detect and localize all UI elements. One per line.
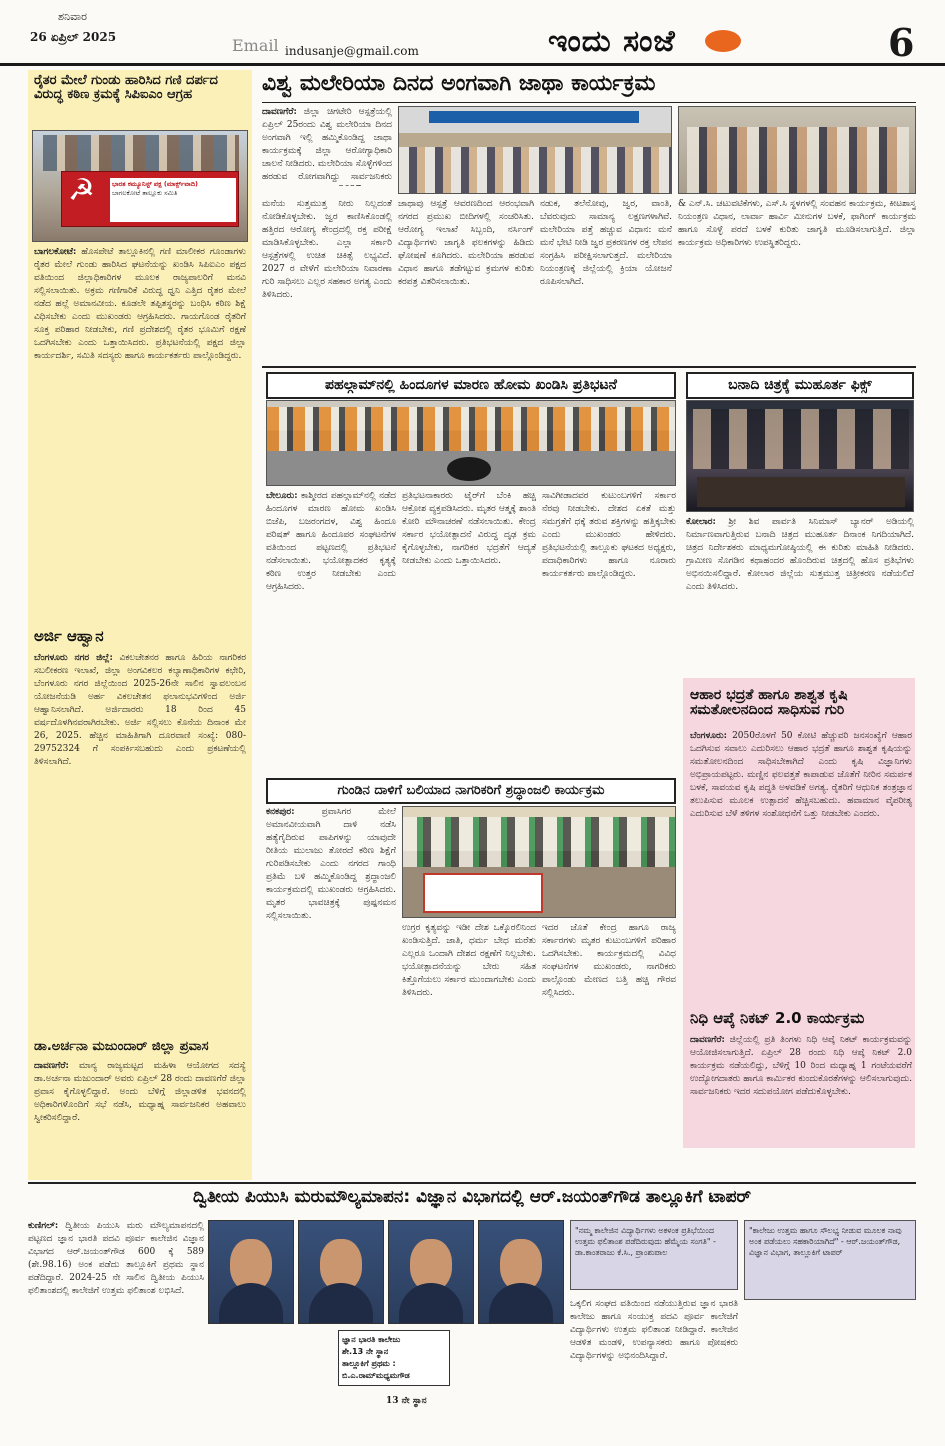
puc-headline: ದ್ವಿತೀಯ ಪಿಯುಸಿ ಮರುಮೌಲ್ಯಮಾಪನ: ವಿಜ್ಞಾನ ವಿಭಾಗದಲ್ಲಿ ಆರ್.ಜಯಂತ್‌ಗೌಡ ತಾಲ್ಲೂಕಿಗೆ ಟಾಪರ್ <box>192 1187 752 1207</box>
press-table <box>697 477 905 507</box>
gunda-col2: ಉಗ್ರರ ಕೃತ್ಯವನ್ನು ಇಡೀ ದೇಶ ಒಕ್ಕೊರಲಿನಿಂದ ಖಂಡಿಸುತ್ತಿದೆ. ಜಾತಿ, ಧರ್ಮ ಬೇಧ ಮರೆತು ಎಲ್ಲರೂ ಒಂದಾಗಿ ದೇಶದ ರಕ್ಷಣೆಗೆ ನಿಲ್ಲಬೇಕು. ಭಯೋತ್ಪಾದನೆಯನ್ನು ಬೇರು ಸಹಿತ ಕಿತ್ತೊಗೆಯಲು ಸರ್ಕಾರ ಮುಂದಾಗಬೇಕು ಎಂದು ತಿಳಿಸಿದರು. <box>402 923 536 998</box>
nidhi-body: ಜಿಲ್ಲೆಯಲ್ಲಿ ಪ್ರತಿ ತಿಂಗಳು ನಿಧಿ ಆಪ್ಕೆ ನಿಕಟ್ ಕಾರ್ಯಕ್ರಮವನ್ನು ಆಯೋಜಿಸಲಾಗುತ್ತಿದೆ. ಏಪ್ರಿಲ್ 28 ರಂದು ನಿಧಿ ಆಪ್ಕೆ ನಿಕಟ್ 2.0 ಕಾರ್ಯಕ್ರಮ ನಡೆಯಲಿದ್ದು, ಬೆಳಿಗ್ಗೆ 10 ರಿಂದ ಮಧ್ಯಾಹ್ನ 1 ಗಂಟೆಯವರೆಗೆ ಉದ್ಯೋಗದಾತರು ಹಾಗೂ ಕಾರ್ಮಿಕರ ಕುಂದುಕೊರತೆಗಳನ್ನು ಆಲಿಸಲಾಗುವುದು. ಸಾರ್ವಜನಿಕರು ಇದರ ಸದುಪಯೋಗ ಪಡೆದುಕೊಳ್ಳಬೇಕು. <box>690 1035 912 1097</box>
rally-participants <box>399 147 672 194</box>
pahalgam-dateline: ಬೇಲೂರು: <box>266 491 298 501</box>
college-box-line-4: ಬಿ.ಎ.ರಾಮ್‌ಮಧ್ಯಮಗೌಡ <box>342 1371 410 1380</box>
film-team <box>693 409 909 469</box>
logo-sun-icon <box>705 30 741 52</box>
archana-headline: ಡಾ.ಅರ್ಚನಾ ಮಜುಂದಾರ್ ಜಿಲ್ಲಾ ಪ್ರವಾಸ <box>34 1039 209 1054</box>
gunda-headline: ಗುಂಡಿನ ದಾಳಿಗೆ ಬಲಿಯಾದ ನಾಗರಿಕರಿಗೆ ಶ್ರದ್ಧಾಂಜಲಿ ಕಾರ್ಯಕ್ರಮ <box>337 783 605 798</box>
malaria-col5: & ಎನ್.ಸಿ. ಚಟುವಟಿಕೆಗಳು, ಎಸ್.ಸಿ ಸ್ಥಳಗಳಲ್ಲಿ ಸಂವಹನ ಕಾರ್ಯಕ್ರಮ, ಕೀಟಶಾಸ್ತ್ರ ನಿಯಂತ್ರಣ ವಿಧಾನ, ಲಾರ್ವಾ ಹಾರ್ವಿ ಮೀನುಗಳ ಬಳಕೆ, ಫಾಗಿಂಗ್ ಕಾರ್ಯಕ್ರಮ ಹಾಗೂ ಸೊಳ್ಳೆ ಪರದೆ ಬಳಕೆ ಕುರಿತು ಜಾಗೃತಿ ಮೂಡಿಸಲಾಗುತ್ತಿದೆ. ಜಿಲ್ಲಾ ಕಾರ್ಯಕ್ರಮ ಅಧಿಕಾರಿಗಳು ಉಪಸ್ಥಿತರಿದ್ದರು. <box>678 199 916 248</box>
mourners <box>403 817 676 867</box>
cpim-dateline: ಬಾಗಲಕೋಟೆ: <box>34 247 77 257</box>
college-box-line-1: ಜ್ಞಾನ ಭಾರತಿ ಕಾಲೇಜು <box>342 1335 401 1344</box>
gunda-title-box <box>266 778 676 804</box>
archana-body: ಮಾನ್ಯ ರಾಜ್ಯಮಟ್ಟದ ಮಹಿಳಾ ಆಯೋಗದ ಸದಸ್ಯೆ ಡಾ.ಅರ್ಚನಾ ಮಜುಂದಾರ್ ಅವರು ಏಪ್ರಿಲ್ 28 ರಂದು ದಾವಣಗೆರೆ ಜಿಲ್ಲಾ ಪ್ರವಾಸ ಕೈಗೊಳ್ಳಲಿದ್ದಾರೆ. ಅಂದು ಬೆಳಿಗ್ಗೆ ಜಿಲ್ಲಾಡಳಿತ ಭವನದಲ್ಲಿ ಅಧಿಕಾರಿಗಳೊಂದಿಗೆ ಸಭೆ ನಡೆಸಿ, ಮಧ್ಯಾಹ್ನ ಸಾರ್ವಜನಿಕರ ಅಹವಾಲು ಸ್ವೀಕರಿಸಲಿದ್ದಾರೆ. <box>34 1061 246 1123</box>
pahalgam-title-box <box>266 372 676 399</box>
protesters <box>43 135 239 171</box>
malaria-headline: ವಿಶ್ವ ಮಲೇರಿಯಾ ದಿನದ ಅಂಗವಾಗಿ ಜಾಥಾ ಕಾರ್ಯಕ್ರಮ <box>262 71 656 96</box>
student-photo-4 <box>478 1220 564 1324</box>
college-box <box>338 1330 450 1386</box>
gunda-col3: ಇದರ ಜೊತೆ ಕೇಂದ್ರ ಹಾಗೂ ರಾಜ್ಯ ಸರ್ಕಾರಗಳು ಮೃತರ ಕುಟುಂಬಗಳಿಗೆ ಪರಿಹಾರ ಒದಗಿಸಬೇಕು. ಕಾರ್ಯಕ್ರಮದಲ್ಲಿ ವಿವಿಧ ಸಂಘಟನೆಗಳ ಮುಖಂಡರು, ನಾಗರಿಕರು ಪಾಲ್ಗೊಂಡು ಮೇಣದ ಬತ್ತಿ ಹಚ್ಚಿ ಗೌರವ ಸಲ್ಲಿಸಿದರು. <box>542 923 676 998</box>
newspaper-logo: ಇಂದು ಸಂಜೆ <box>548 24 676 59</box>
cpim-protest-photo <box>32 130 248 242</box>
puc-body-left: ದ್ವಿತೀಯ ಪಿಯುಸಿ ಮರು ಮೌಲ್ಯಮಾಪನದಲ್ಲಿ ಪಟ್ಟಣದ ಜ್ಞಾನ ಭಾರತಿ ಪದವಿ ಪೂರ್ವ ಕಾಲೇಜಿನ ವಿಜ್ಞಾನ ವಿಭಾಗದ ಆರ್.ಜಯಂತ್‌ಗೌಡ 600 ಕ್ಕೆ 589 (ಶೇ.98.16) ಅಂಕ ಪಡೆದು ತಾಲ್ಲೂಕಿಗೆ ಪ್ರಥಮ ಸ್ಥಾನ ಪಡೆದಿದ್ದಾರೆ. 2024-25 ನೇ ಸಾಲಿನ ದ್ವಿತೀಯ ಪಿಯುಸಿ ಫಲಿತಾಂಶದಲ್ಲಿ ಕಾಲೇಜಿಗೆ ಉತ್ತಮ ಫಲಿತಾಂಶ ಲಭಿಸಿದೆ. <box>28 1221 204 1296</box>
burning-tyre <box>447 457 491 481</box>
gunda-dateline: ಕನಕಪುರ: <box>266 807 295 817</box>
nidhi-headline: ನಿಧಿ ಆಪ್ಕೆ ನಿಕಟ್ 2.0 ಕಾರ್ಯಕ್ರಮ <box>690 1009 865 1027</box>
banadi-title-box <box>686 372 914 399</box>
masthead-email[interactable]: indusanje@gmail.com <box>285 44 419 58</box>
pahalgam-headline: ಪಹಲ್ಗಾಮ್‌ನಲ್ಲಿ ಹಿಂದೂಗಳ ಮಾರಣ ಹೋಮ ಖಂಡಿಸಿ ಪ್ರತಿಭಟನೆ <box>325 377 617 393</box>
puc-body-right: ಒಕ್ಕಲಿಗ ಸಂಘದ ವತಿಯಿಂದ ನಡೆಯುತ್ತಿರುವ ಜ್ಞಾನ ಭಾರತಿ ಕಾಲೇಜು ಹಾಗೂ ಸಂಯುಕ್ತ ಪದವಿ ಪೂರ್ವ ಕಾಲೇಜಿಗೆ ವಿದ್ಯಾರ್ಥಿಗಳು ಉತ್ತಮ ಫಲಿತಾಂಶ ನೀಡಿದ್ದಾರೆ. ಕಾಲೇಜಿನ ಆಡಳಿತ ಮಂಡಳಿ, ಉಪನ್ಯಾಸಕರು ಹಾಗೂ ಪೋಷಕರು ವಿದ್ಯಾರ್ಥಿಗಳನ್ನು ಅಭಿನಂದಿಸಿದ್ದಾರೆ. <box>570 1299 738 1361</box>
malaria-col3: ಜಾಥಾವು ಆಸ್ಪತ್ರೆ ಆವರಣದಿಂದ ಆರಂಭವಾಗಿ ನಗರದ ಪ್ರಮುಖ ಬೀದಿಗಳಲ್ಲಿ ಸಂಚರಿಸಿತು. ಆರೋಗ್ಯ ಇಲಾಖೆ ಸಿಬ್ಬಂದಿ, ನರ್ಸಿಂಗ್ ವಿದ್ಯಾರ್ಥಿಗಳು ಜಾಗೃತಿ ಫಲಕಗಳನ್ನು ಹಿಡಿದು ಘೋಷಣೆ ಕೂಗಿದರು. ಮಲೇರಿಯಾ ಹರಡುವ ವಿಧಾನ ಹಾಗೂ ತಡೆಗಟ್ಟುವ ಕ್ರಮಗಳ ಕುರಿತು ಕರಪತ್ರ ವಿತರಿಸಲಾಯಿತು. <box>398 199 534 287</box>
nidhi-dateline: ದಾವಣಗೆರೆ: <box>690 1035 725 1045</box>
student-photo-2 <box>298 1220 384 1324</box>
student-quote-box: "ಕಾಲೇಜು ಉತ್ತಮ ಹಾಗೂ ಸೌಲಭ್ಯ ನೀಡುವ ಮೂಲಕ ನಾವು ಅಂಕ ಪಡೆಯಲು ಸಹಕಾರಿಯಾಗಿದೆ" - ಆರ್.ಜಯಂತ್‌ಗೌಡ, ವಿಜ್ಞಾನ ವಿಭಾಗ, ತಾಲ್ಲೂಕಿಗೆ ಟಾಪರ್ <box>744 1220 916 1300</box>
rank-label: 13 ನೇ ಸ್ಥಾನ <box>386 1396 427 1406</box>
cpim-banner-sub: ಬಾಗಲಕೋಟೆ ತಾಲ್ಲೂಕು ಸಮಿತಿ <box>112 189 178 197</box>
ahara-body: 2050ರೊಳಗೆ 50 ಕೋಟಿ ಹೆಚ್ಚುವರಿ ಜನಸಂಖ್ಯೆಗೆ ಆಹಾರ ಒದಗಿಸುವ ಸವಾಲು ಎದುರಿಸಲು ಆಹಾರ ಭದ್ರತೆ ಹಾಗೂ ಶಾಶ್ವತ ಕೃಷಿಯನ್ನು ಸಮತೋಲನದಿಂದ ಸಾಧಿಸಬೇಕಾಗಿದೆ ಎಂದು ಕೃಷಿ ವಿಜ್ಞಾನಿಗಳು ಅಭಿಪ್ರಾಯಪಟ್ಟರು. ಮಣ್ಣಿನ ಫಲವತ್ತತೆ ಕಾಪಾಡುವ ಜೊತೆಗೆ ನೀರಿನ ಸಮರ್ಪಕ ಬಳಕೆ, ಸಾವಯವ ಕೃಷಿ ಪದ್ಧತಿ ಅಳವಡಿಕೆ ಅಗತ್ಯ. ರೈತರಿಗೆ ಆಧುನಿಕ ತಂತ್ರಜ್ಞಾನ ತಲುಪಿಸುವ ಮೂಲಕ ಉತ್ಪಾದನೆ ಹೆಚ್ಚಿಸಬಹುದು. ಹವಾಮಾನ ವೈಪರೀತ್ಯ ಎದುರಿಸುವ ಬೆಳೆ ತಳಿಗಳ ಸಂಶೋಧನೆಗೆ ಒತ್ತು ನೀಡಬೇಕು ಎಂದರು. <box>690 731 912 819</box>
officials-group <box>687 127 909 194</box>
college-box-line-2: ಶೇ.13 ನೇ ಸ್ಥಾನ <box>342 1347 389 1356</box>
malaria-officials-photo <box>678 106 916 194</box>
divider <box>262 102 916 103</box>
application-body: ವಿಕಲಚೇತನರ ಹಾಗೂ ಹಿರಿಯ ನಾಗರಿಕರ ಸಬಲೀಕರಣ ಇಲಾಖೆ, ಜಿಲ್ಲಾ ಅಂಗವಿಕಲರ ಕಲ್ಯಾಣಾಧಿಕಾರಿಗಳ ಕಛೇರಿ, ಬೆಂಗಳೂರು ನಗರ ಜಿಲ್ಲೆಯಿಂದ 2025-26ನೇ ಸಾಲಿನ ಸ್ವಾವಲಂಬನ ಯೋಜನೆಯಡಿ ಅರ್ಹ ವಿಕಲಚೇತನ ಫಲಾನುಭವಿಗಳಿಂದ ಅರ್ಜಿ ಆಹ್ವಾನಿಸಲಾಗಿದೆ. ಅರ್ಜಿದಾರರು 18 ರಿಂದ 45 ವರ್ಷದೊಳಗಿನವರಾಗಿರಬೇಕು. ಅರ್ಜಿ ಸಲ್ಲಿಸಲು ಕೊನೆಯ ದಿನಾಂಕ ಮೇ 26, 2025. ಹೆಚ್ಚಿನ ಮಾಹಿತಿಗಾಗಿ ದೂರವಾಣಿ ಸಂಖ್ಯೆ: 080-29752324 ಗೆ ಸಂಪರ್ಕಿಸಬಹುದು ಎಂದು ಪ್ರಕಟಣೆಯಲ್ಲಿ ತಿಳಿಸಲಾಗಿದೆ. <box>34 653 246 767</box>
application-headline: ಅರ್ಜಿ ಆಹ್ವಾನ <box>34 627 104 645</box>
puc-dateline: ಕುಣಿಗಲ್: <box>28 1221 59 1231</box>
malaria-dateline: ದಾವಣಗೆರೆ: <box>262 107 297 117</box>
ahara-headline: ಆಹಾರ ಭದ್ರತೆ ಹಾಗೂ ಶಾಶ್ವತ ಕೃಷಿ ಸಮತೋಲನದಿಂದ ಸಾಧಿಸುವ ಗುರಿ <box>690 687 848 719</box>
banadi-dateline: ಕೋಲಾರ: <box>686 517 716 527</box>
principal-quote-box: "ನಮ್ಮ ಕಾಲೇಜಿನ ವಿದ್ಯಾರ್ಥಿಗಳು ಅಕಳಂಕ ಪ್ರತಿಭೆಯಿಂದ ಉತ್ತಮ ಫಲಿತಾಂಶ ಪಡೆದಿರುವುದು ಹೆಮ್ಮೆಯ ಸಂಗತಿ" - ಡಾ.ಕಾಂತರಾಜು ಕೆ.ಸಿ., ಪ್ರಾಂಶುಪಾಲ <box>570 1220 738 1290</box>
pahalgam-protest-photo <box>266 400 676 486</box>
application-dateline: ಬೆಂಗಳೂರು ನಗರ ಜಿಲ್ಲೆ: <box>34 653 113 663</box>
malaria-col2: ಮನೆಯ ಸುತ್ತಮುತ್ತ ನೀರು ನಿಲ್ಲದಂತೆ ನೋಡಿಕೊಳ್ಳಬೇಕು. ಜ್ವರ ಕಾಣಿಸಿಕೊಂಡಲ್ಲಿ ಹತ್ತಿರದ ಆರೋಗ್ಯ ಕೇಂದ್ರದಲ್ಲಿ ರಕ್ತ ಪರೀಕ್ಷೆ ಮಾಡಿಸಿಕೊಳ್ಳಬೇಕು. ಎಲ್ಲಾ ಸರ್ಕಾರಿ ಆಸ್ಪತ್ರೆಗಳಲ್ಲಿ ಉಚಿತ ಚಿಕಿತ್ಸೆ ಲಭ್ಯವಿದೆ. 2027 ರ ವೇಳೆಗೆ ಮಲೇರಿಯಾ ನಿವಾರಣಾ ಗುರಿ ಸಾಧಿಸಲು ಎಲ್ಲರ ಸಹಕಾರ ಅಗತ್ಯ ಎಂದು ತಿಳಿಸಿದರು. <box>262 199 392 300</box>
hospital-signboard <box>429 111 639 123</box>
malaria-col4: ನಡುಕ, ತಲೆನೋವು, ಜ್ವರ, ವಾಂತಿ, ಬೆವರುವುದು ಸಾಮಾನ್ಯ ಲಕ್ಷಣಗಳಾಗಿವೆ. ಮಲೇರಿಯಾ ಪತ್ತೆ ಹಚ್ಚುವ ವಿಧಾನ: ಮನೆ ಮನೆ ಭೇಟಿ ನೀಡಿ ಜ್ವರ ಪ್ರಕರಣಗಳ ರಕ್ತ ಲೇಪನ ಸಂಗ್ರಹಿಸಿ ಪರೀಕ್ಷಿಸಲಾಗುತ್ತದೆ. ಮಲೇರಿಯಾ ನಿಯಂತ್ರಣಕ್ಕೆ ಜಿಲ್ಲೆಯಲ್ಲಿ ಕ್ರಿಯಾ ಯೋಜನೆ ರೂಪಿಸಲಾಗಿದೆ. <box>540 199 672 287</box>
pahalgam-col3: ಸಾವಿಗೀಡಾದವರ ಕುಟುಂಬಗಳಿಗೆ ಸರ್ಕಾರ ನೆರವು ನೀಡಬೇಕು. ದೇಶದ ಏಕತೆ ಮತ್ತು ಸಮಗ್ರತೆಗೆ ಧಕ್ಕೆ ತರುವ ಶಕ್ತಿಗಳನ್ನು ಹತ್ತಿಕ್ಕಬೇಕು ಎಂದು ಮುಖಂಡರು ಹೇಳಿದರು. ಪ್ರತಿಭಟನೆಯಲ್ಲಿ ತಾಲ್ಲೂಕು ಘಟಕದ ಅಧ್ಯಕ್ಷರು, ಪದಾಧಿಕಾರಿಗಳು ಹಾಗೂ ನೂರಾರು ಕಾರ್ಯಕರ್ತರು ಪಾಲ್ಗೊಂಡಿದ್ದರು. <box>542 491 676 579</box>
page-number: 6 <box>888 20 915 65</box>
divider <box>28 1182 916 1184</box>
masthead-day: ಶನಿವಾರ <box>58 10 87 23</box>
masthead-email-label: Email <box>232 36 279 55</box>
divider <box>262 366 916 368</box>
protesters <box>267 407 676 451</box>
cpim-banner-text: ಭಾರತ ಕಮ್ಯೂನಿಸ್ಟ್ ಪಕ್ಷ (ಮಾರ್ಕ್ಸ್‌ವಾದಿ) <box>112 180 198 188</box>
masthead-date: 26 ಏಪ್ರಿಲ್ 2025 <box>30 30 117 44</box>
cpim-headline: ರೈತರ ಮೇಲೆ ಗುಂಡು ಹಾರಿಸಿದ ಗಣಿ ದರ್ಪದ ವಿರುದ್ಧ ಕಠಿಣ ಕ್ರಮಕ್ಕೆ ಸಿಪಿಐಎಂ ಆಗ್ರಹ <box>34 73 218 103</box>
malaria-rally-photo <box>398 106 672 194</box>
banadi-headline: ಬನಾದಿ ಚಿತ್ರಕ್ಕೆ ಮುಹೂರ್ತ ಫಿಕ್ಸ್ <box>728 377 872 393</box>
student-photo-1 <box>208 1220 294 1324</box>
ahara-dateline: ಬೆಂಗಳೂರು: <box>690 731 727 741</box>
college-box-line-3: ತಾಲ್ಲೂಕಿಗೆ ಪ್ರಥಮ : <box>342 1359 396 1368</box>
hammer-sickle-icon: ☭ <box>68 173 95 208</box>
archana-dateline: ದಾವಣಗೆರೆ: <box>34 1061 69 1071</box>
tribute-banner <box>423 873 543 913</box>
malaria-col1: ಜಿಲ್ಲಾ ಚಿಗಟೇರಿ ಆಸ್ಪತ್ರೆಯಲ್ಲಿ ಏಪ್ರಿಲ್ 25ರಂದು ವಿಶ್ವ ಮಲೇರಿಯಾ ದಿನದ ಅಂಗವಾಗಿ ಇಲ್ಲಿ ಹಮ್ಮಿಕೊಂಡಿದ್ದ ಜಾಥಾ ಕಾರ್ಯಕ್ರಮಕ್ಕೆ ಜಿಲ್ಲಾ ಆರೋಗ್ಯಾಧಿಕಾರಿ ಚಾಲನೆ ನೀಡಿದರು. ಮಲೇರಿಯಾ ಸೊಳ್ಳೆಗಳಿಂದ ಹರಡುವ ರೋಗವಾಗಿದ್ದು ಸಾರ್ವಜನಿಕರು <box>262 107 392 182</box>
gunda-col1: ಪ್ರವಾಸಿಗರ ಮೇಲೆ ಅಮಾನವೀಯವಾಗಿ ದಾಳಿ ನಡೆಸಿ ಹತ್ಯೆಗೈದಿರುವ ಪಾಪಿಗಳನ್ನು ಯಾವುದೇ ರೀತಿಯ ಮುಲಾಜು ತೋರದೆ ಕಠಿಣ ಶಿಕ್ಷೆಗೆ ಗುರಿಪಡಿಸಬೇಕು ಎಂದು ನಗರದ ಗಾಂಧಿ ಪ್ರತಿಮೆ ಬಳಿ ಹಮ್ಮಿಕೊಂಡಿದ್ದ ಶ್ರದ್ಧಾಂಜಲಿ ಕಾರ್ಯಕ್ರಮದಲ್ಲಿ ಮುಖಂಡರು ಆಗ್ರಹಿಸಿದರು. ಮೃತರ ಭಾವಚಿತ್ರಕ್ಕೆ ಪುಷ್ಪನಮನ ಸಲ್ಲಿಸಲಾಯಿತು. <box>266 807 396 921</box>
masthead <box>0 0 945 66</box>
cpim-body: ಹೊಸಪೇಟೆ ತಾಲ್ಲೂಕಿನಲ್ಲಿ ಗಣಿ ಮಾಲೀಕರ ಗೂಂಡಾಗಳು ರೈತರ ಮೇಲೆ ಗುಂಡು ಹಾರಿಸಿದ ಘಟನೆಯನ್ನು ಖಂಡಿಸಿ ಸಿಪಿಐಎಂ ಪಕ್ಷದ ವತಿಯಿಂದ ಜಿಲ್ಲಾಧಿಕಾರಿಗಳ ಮೂಲಕ ರಾಜ್ಯಪಾಲರಿಗೆ ಮನವಿ ಸಲ್ಲಿಸಲಾಯಿತು. ಅಕ್ರಮ ಗಣಿಗಾರಿಕೆ ವಿರುದ್ಧ ಧ್ವನಿ ಎತ್ತಿದ ರೈತರ ಮೇಲೆ ನಡೆದ ಹಲ್ಲೆ ಅಮಾನವೀಯ. ಕೂಡಲೇ ತಪ್ಪಿತಸ್ಥರನ್ನು ಬಂಧಿಸಿ ಕಠಿಣ ಶಿಕ್ಷೆ ವಿಧಿಸಬೇಕು ಎಂದು ಮುಖಂಡರು ಆಗ್ರಹಿಸಿದರು. ಗಾಯಗೊಂಡ ರೈತರಿಗೆ ಸೂಕ್ತ ಪರಿಹಾರ ನೀಡಬೇಕು, ಗಣಿ ಪ್ರದೇಶದಲ್ಲಿ ರೈತರ ಭೂಮಿಗೆ ರಕ್ಷಣೆ ಒದಗಿಸಬೇಕು ಎಂದು ಒತ್ತಾಯಿಸಿದರು. ಪ್ರತಿಭಟನೆಯಲ್ಲಿ ಪಕ್ಷದ ಜಿಲ್ಲಾ ಕಾರ್ಯದರ್ಶಿ, ಸಮಿತಿ ಸದಸ್ಯರು ಹಾಗೂ ಕಾರ್ಯಕರ್ತರು ಪಾಲ್ಗೊಂಡಿದ್ದರು. <box>34 247 246 361</box>
cpim-banner <box>61 171 239 227</box>
banadi-press-photo <box>686 400 914 512</box>
banadi-body: ಶ್ರೀ ಶಿವ ಪಾರ್ವತಿ ಸಿನಿಮಾಸ್ ಬ್ಯಾನರ್ ಅಡಿಯಲ್ಲಿ ನಿರ್ಮಾಣವಾಗುತ್ತಿರುವ ಬನಾದಿ ಚಿತ್ರದ ಮುಹೂರ್ತ ದಿನಾಂಕ ನಿಗದಿಯಾಗಿದೆ. ಚಿತ್ರದ ನಿರ್ದೇಶಕರು ಮಾಧ್ಯಮಗೋಷ್ಠಿಯಲ್ಲಿ ಈ ಕುರಿತು ಮಾಹಿತಿ ನೀಡಿದರು. ಗ್ರಾಮೀಣ ಸೊಗಡಿನ ಕಥಾಹಂದರ ಹೊಂದಿರುವ ಚಿತ್ರದಲ್ಲಿ ಹೊಸ ಪ್ರತಿಭೆಗಳು ಅಭಿನಯಿಸಲಿದ್ದಾರೆ. ಕೋಲಾರ ಜಿಲ್ಲೆಯ ಸುತ್ತಮುತ್ತ ಚಿತ್ರೀಕರಣ ನಡೆಯಲಿದೆ ಎಂದು ತಿಳಿಸಿದರು. <box>686 517 914 592</box>
student-photo-3 <box>388 1220 474 1324</box>
pahalgam-col1: ಕಾಶ್ಮೀರದ ಪಹಲ್ಗಾಮ್‌ನಲ್ಲಿ ನಡೆದ ಹಿಂದೂಗಳ ಮಾರಣ ಹೋಮ ಖಂಡಿಸಿ ಬಿಜೆಪಿ, ಬಜರಂಗದಳ, ವಿಶ್ವ ಹಿಂದೂ ಪರಿಷತ್ ಹಾಗೂ ಹಿಂದೂಪರ ಸಂಘಟನೆಗಳ ವತಿಯಿಂದ ಪಟ್ಟಣದಲ್ಲಿ ಪ್ರತಿಭಟನೆ ನಡೆಸಲಾಯಿತು. ಭಯೋತ್ಪಾದಕರ ಕೃತ್ಯಕ್ಕೆ ಕಠಿಣ ಉತ್ತರ ನೀಡಬೇಕು ಎಂದು ಆಗ್ರಹಿಸಿದರು. <box>266 491 396 592</box>
pahalgam-col2: ಪ್ರತಿಭಟನಾಕಾರರು ಟೈರ್‌ಗೆ ಬೆಂಕಿ ಹಚ್ಚಿ ಆಕ್ರೋಶ ವ್ಯಕ್ತಪಡಿಸಿದರು. ಮೃತರ ಆತ್ಮಕ್ಕೆ ಶಾಂತಿ ಕೋರಿ ಮೌನಾಚರಣೆ ನಡೆಸಲಾಯಿತು. ಕೇಂದ್ರ ಸರ್ಕಾರ ಭಯೋತ್ಪಾದನೆ ವಿರುದ್ಧ ದೃಢ ಕ್ರಮ ಕೈಗೊಳ್ಳಬೇಕು, ನಾಗರಿಕರ ಭದ್ರತೆಗೆ ಆದ್ಯತೆ ನೀಡಬೇಕು ಎಂದು ಒತ್ತಾಯಿಸಿದರು. <box>402 491 536 566</box>
gunda-tribute-photo <box>402 806 676 918</box>
